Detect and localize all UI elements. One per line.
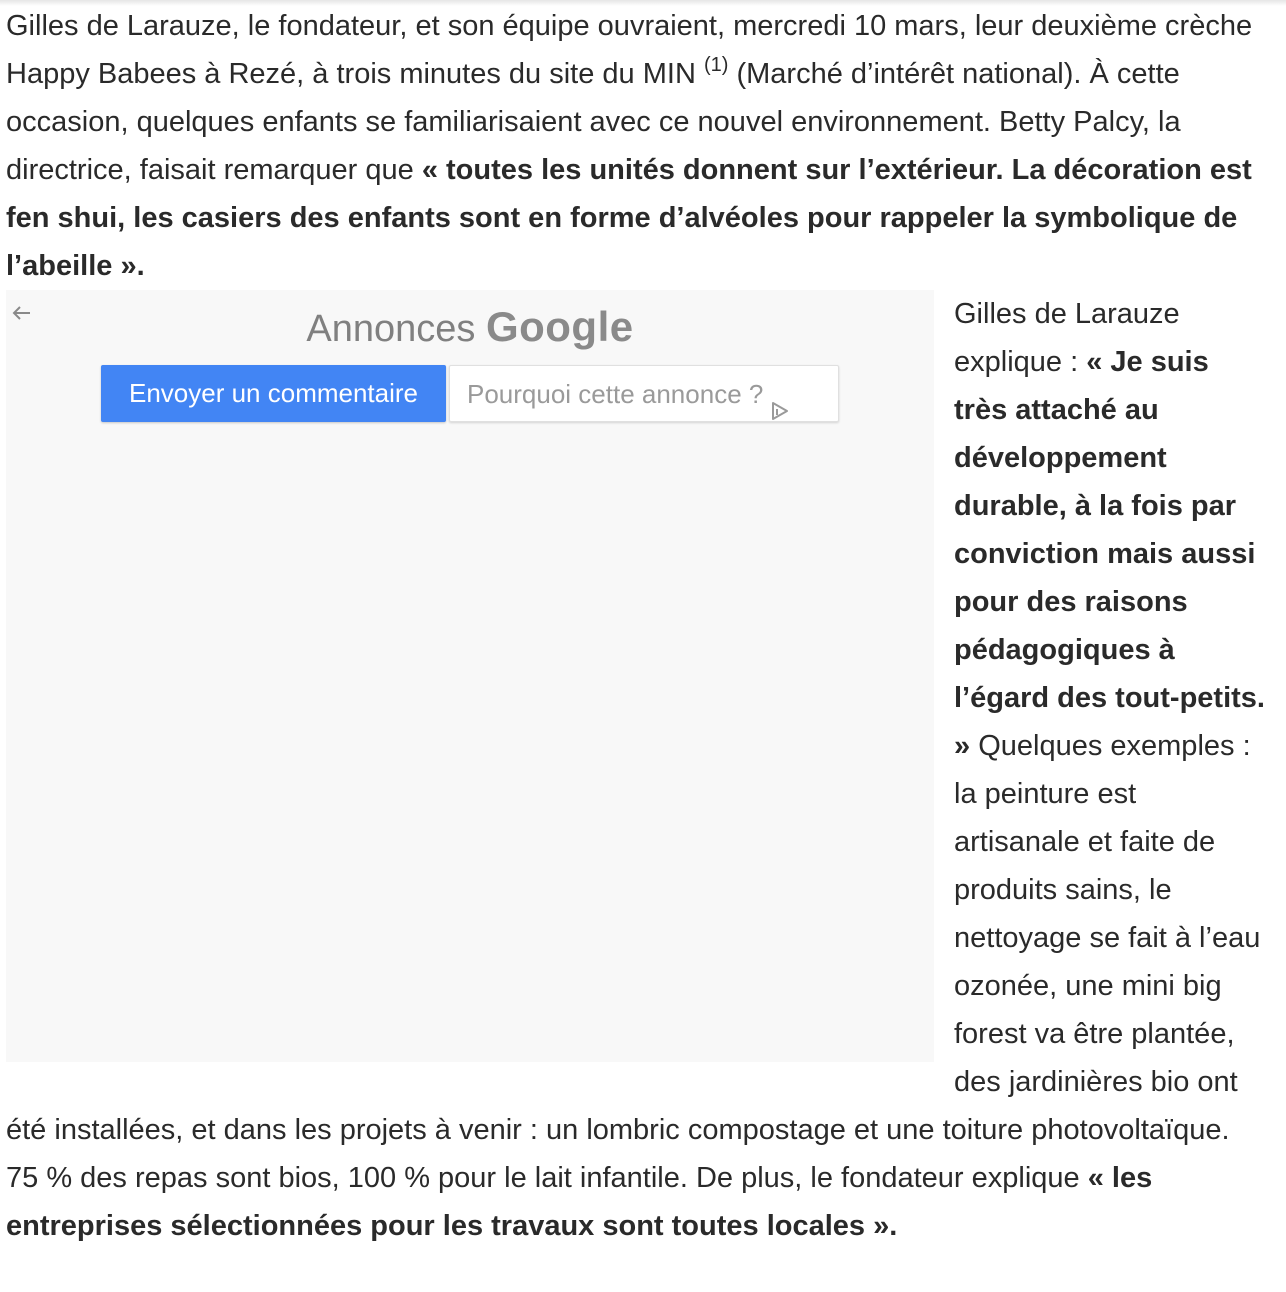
google-ad-panel xyxy=(6,290,934,1062)
paragraph-intro-text-1: Gilles de Larauze, le fondateur, et son équipe ouvraient, mercredi 10 mars, leur deuxième crèche Happy Babees à Rezé, à trois minutes du site du MIN xyxy=(6,10,1253,90)
why-this-ad-label: Pourquoi cette annonce ? xyxy=(467,379,764,409)
google-logo-text: Google xyxy=(485,303,634,350)
founder-quote: « Je suis très attaché au développement durable, à la fois par conviction mais aussi pour des raisons pédagogiques à l’égard des tout-petits. » xyxy=(954,346,1265,762)
footnote-ref[interactable]: (1) xyxy=(703,54,729,76)
send-feedback-button[interactable] xyxy=(101,365,446,422)
paragraph-founder xyxy=(6,290,1266,1250)
why-this-ad-button[interactable] xyxy=(449,365,839,422)
paragraph-intro-text-2: (Marché d’intérêt national). À cette occasion, quelques enfants se familiarisaient avec ce nouvel environnement. Betty Palcy, la directrice, faisait remarquer que xyxy=(6,58,1181,186)
paragraph-intro xyxy=(6,2,1266,290)
director-quote: « toutes les unités donnent sur l’extérieur. La décoration est fen shui, les casiers des enfants sont en forme d’alvéoles pour rappeler la symbolique de l’abeille ». xyxy=(6,154,1252,282)
founder-quote-local: « les entreprises sélectionnées pour les travaux sont toutes locales ». xyxy=(6,1162,1153,1242)
paragraph-founder-text-2: Quelques exemples : la peinture est artisanale et faite de produits sains, le nettoyage se fait à l’eau ozonée, une mini big forest va être plantée, des jardinières bio ont été installées, et dans les projets à venir : un lombric compostage et une toiture photovoltaïque. 75 % des repas sont bios, 100 % pour le lait infantile. De plus, le fondateur explique xyxy=(6,730,1261,1194)
adchoices-icon xyxy=(769,385,791,407)
ad-title xyxy=(6,302,934,354)
ad-title-prefix: Annonces xyxy=(306,308,476,350)
send-feedback-label: Envoyer un commentaire xyxy=(128,378,419,408)
paragraph-founder-text-1: Gilles de Larauze explique : xyxy=(954,298,1180,378)
